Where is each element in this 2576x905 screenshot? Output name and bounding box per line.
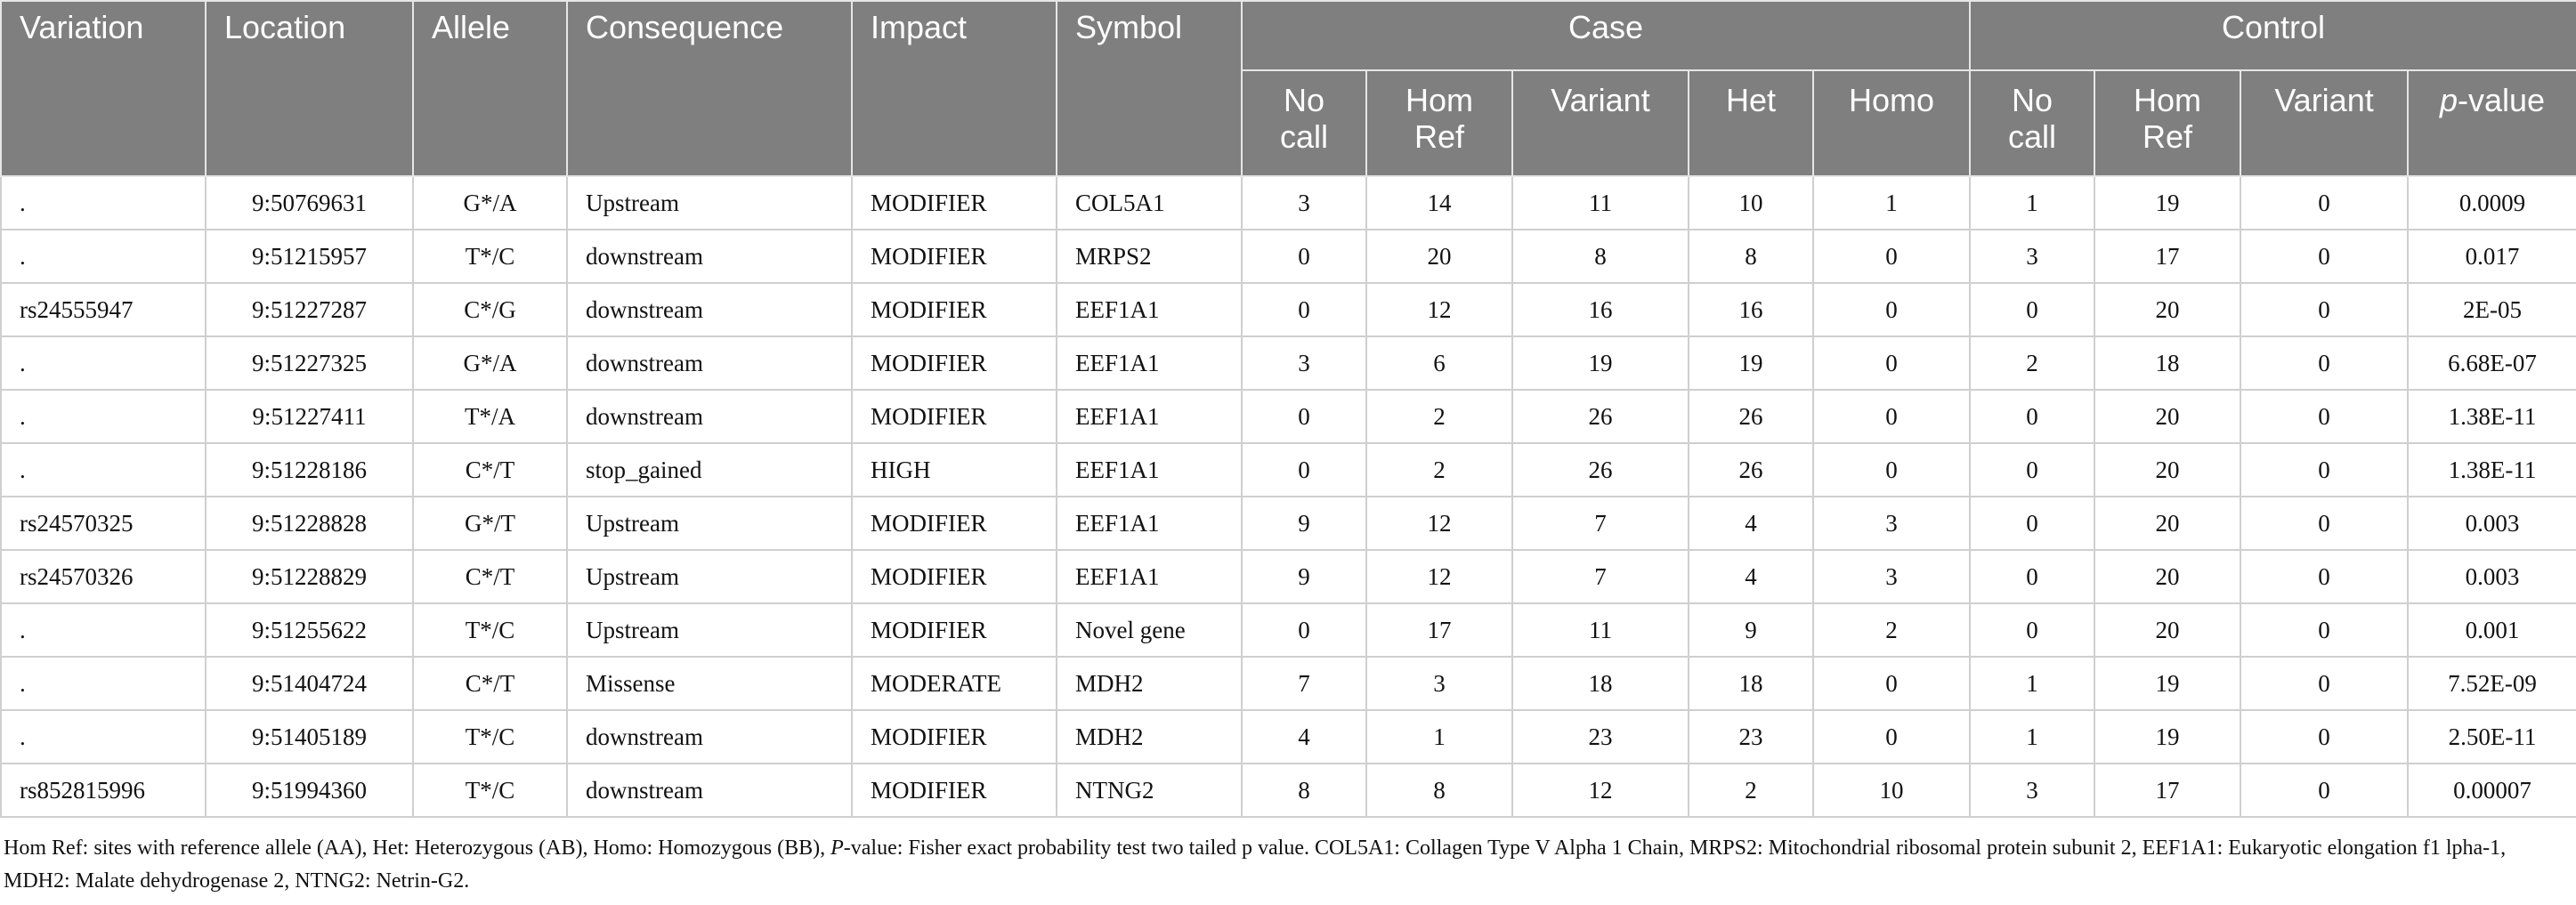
cell-case-hom-ref: 20 [1366,230,1512,283]
cell-case-hom-ref: 2 [1366,390,1512,443]
cell-case-homo: 0 [1813,657,1970,710]
cell-control-hom-ref: 20 [2094,390,2240,443]
table-row [1,603,2576,657]
cell-control-hom-ref: 19 [2094,176,2240,230]
col-header-p-value [2408,70,2576,176]
cell-case-het: 10 [1689,176,1813,230]
cell-impact: MODIFIER [852,283,1057,336]
cell-impact: MODIFIER [852,603,1057,657]
cell-control-hom-ref: 19 [2094,710,2240,764]
cell-control-no-call: 0 [1970,443,2094,497]
cell-case-no-call: 3 [1242,336,1366,390]
cell-impact: MODIFIER [852,336,1057,390]
cell-consequence: Upstream [567,603,852,657]
cell-case-het: 9 [1689,603,1813,657]
table-row [1,764,2576,817]
cell-allele: C*/T [413,443,567,497]
cell-consequence: downstream [567,764,852,817]
col-header-case-no-call: No call [1242,70,1366,176]
cell-symbol: EEF1A1 [1057,443,1242,497]
cell-variation: rs24570325 [1,497,206,550]
cell-case-homo: 3 [1813,550,1970,603]
cell-impact: MODIFIER [852,390,1057,443]
cell-control-no-call: 0 [1970,603,2094,657]
cell-case-no-call: 7 [1242,657,1366,710]
cell-control-variant: 0 [2240,336,2408,390]
cell-symbol: EEF1A1 [1057,390,1242,443]
p-value-italic-p: p [2439,82,2459,118]
cell-case-hom-ref: 6 [1366,336,1512,390]
footnote-part1: Hom Ref: sites with reference allele (AA), Het: Heterozygous (AB), Homo: Homozygous (BB), [4,836,831,860]
cell-control-no-call: 0 [1970,390,2094,443]
cell-case-hom-ref: 2 [1366,443,1512,497]
cell-impact: MODIFIER [852,497,1057,550]
cell-control-variant: 0 [2240,764,2408,817]
cell-variation: rs852815996 [1,764,206,817]
cell-location: 9:51227325 [206,336,413,390]
cell-symbol: EEF1A1 [1057,336,1242,390]
cell-case-homo: 0 [1813,710,1970,764]
cell-case-het: 4 [1689,550,1813,603]
cell-case-hom-ref: 17 [1366,603,1512,657]
cell-symbol: MDH2 [1057,710,1242,764]
cell-case-het: 4 [1689,497,1813,550]
cell-allele: G*/A [413,176,567,230]
cell-case-homo: 0 [1813,230,1970,283]
cell-location: 9:51228828 [206,497,413,550]
cell-case-variant: 12 [1512,764,1689,817]
cell-case-het: 26 [1689,390,1813,443]
cell-case-variant: 23 [1512,710,1689,764]
cell-case-no-call: 0 [1242,603,1366,657]
cell-variation: . [1,390,206,443]
table-header [1,1,2576,176]
cell-p-value: 0.017 [2408,230,2576,283]
cell-location: 9:51405189 [206,710,413,764]
cell-case-homo: 1 [1813,176,1970,230]
cell-control-variant: 0 [2240,550,2408,603]
table-row [1,657,2576,710]
col-header-case-variant: Variant [1512,70,1689,176]
cell-case-no-call: 9 [1242,497,1366,550]
cell-symbol: Novel gene [1057,603,1242,657]
cell-case-homo: 0 [1813,390,1970,443]
cell-p-value: 7.52E-09 [2408,657,2576,710]
cell-control-variant: 0 [2240,443,2408,497]
cell-impact: MODERATE [852,657,1057,710]
cell-case-variant: 7 [1512,550,1689,603]
table-row [1,497,2576,550]
cell-consequence: downstream [567,336,852,390]
col-header-control-variant: Variant [2240,70,2408,176]
cell-control-hom-ref: 17 [2094,764,2240,817]
cell-case-hom-ref: 12 [1366,283,1512,336]
cell-impact: MODIFIER [852,764,1057,817]
cell-control-hom-ref: 18 [2094,336,2240,390]
cell-consequence: downstream [567,230,852,283]
cell-p-value: 6.68E-07 [2408,336,2576,390]
cell-case-homo: 0 [1813,443,1970,497]
cell-allele: C*/G [413,283,567,336]
cell-case-hom-ref: 12 [1366,550,1512,603]
cell-allele: G*/T [413,497,567,550]
cell-case-hom-ref: 3 [1366,657,1512,710]
cell-control-variant: 0 [2240,230,2408,283]
cell-case-homo: 10 [1813,764,1970,817]
cell-consequence: stop_gained [567,443,852,497]
table-row [1,443,2576,497]
cell-p-value: 2.50E-11 [2408,710,2576,764]
col-header-control-no-call: No call [1970,70,2094,176]
cell-control-hom-ref: 20 [2094,283,2240,336]
cell-case-variant: 7 [1512,497,1689,550]
cell-control-no-call: 0 [1970,283,2094,336]
p-value-suffix: -value [2458,82,2546,118]
cell-variation: rs24555947 [1,283,206,336]
cell-control-no-call: 1 [1970,710,2094,764]
cell-control-hom-ref: 20 [2094,497,2240,550]
cell-impact: MODIFIER [852,230,1057,283]
cell-case-het: 8 [1689,230,1813,283]
cell-variation: . [1,230,206,283]
cell-impact: MODIFIER [852,550,1057,603]
cell-case-variant: 11 [1512,176,1689,230]
cell-allele: T*/C [413,764,567,817]
cell-case-het: 26 [1689,443,1813,497]
col-header-control-hom-ref: Hom Ref [2094,70,2240,176]
cell-variation: rs24570326 [1,550,206,603]
cell-impact: MODIFIER [852,710,1057,764]
cell-variation: . [1,176,206,230]
cell-case-het: 18 [1689,657,1813,710]
cell-case-no-call: 8 [1242,764,1366,817]
cell-p-value: 0.0009 [2408,176,2576,230]
cell-symbol: MRPS2 [1057,230,1242,283]
cell-case-variant: 19 [1512,336,1689,390]
cell-control-variant: 0 [2240,657,2408,710]
cell-variation: . [1,603,206,657]
cell-location: 9:51404724 [206,657,413,710]
col-header-case-homo: Homo [1813,70,1970,176]
cell-symbol: COL5A1 [1057,176,1242,230]
cell-location: 9:51228186 [206,443,413,497]
cell-case-variant: 11 [1512,603,1689,657]
col-header-variation: Variation [1,1,206,176]
cell-case-variant: 26 [1512,390,1689,443]
cell-case-variant: 26 [1512,443,1689,497]
cell-case-het: 19 [1689,336,1813,390]
cell-control-no-call: 2 [1970,336,2094,390]
cell-allele: G*/A [413,336,567,390]
cell-consequence: Upstream [567,176,852,230]
cell-p-value: 0.00007 [2408,764,2576,817]
col-header-impact: Impact [852,1,1057,176]
cell-consequence: downstream [567,710,852,764]
cell-allele: C*/T [413,550,567,603]
cell-p-value: 1.38E-11 [2408,443,2576,497]
cell-control-variant: 0 [2240,176,2408,230]
col-header-consequence: Consequence [567,1,852,176]
cell-case-hom-ref: 1 [1366,710,1512,764]
cell-location: 9:51255622 [206,603,413,657]
cell-p-value: 0.003 [2408,550,2576,603]
cell-location: 9:51994360 [206,764,413,817]
table-row [1,710,2576,764]
cell-impact: MODIFIER [852,176,1057,230]
cell-control-variant: 0 [2240,283,2408,336]
table-row [1,390,2576,443]
cell-control-variant: 0 [2240,603,2408,657]
cell-control-hom-ref: 19 [2094,657,2240,710]
cell-consequence: Upstream [567,497,852,550]
cell-case-variant: 16 [1512,283,1689,336]
table-row [1,230,2576,283]
cell-case-no-call: 9 [1242,550,1366,603]
cell-case-variant: 8 [1512,230,1689,283]
table-row [1,336,2576,390]
cell-symbol: EEF1A1 [1057,497,1242,550]
cell-consequence: downstream [567,283,852,336]
cell-case-homo: 3 [1813,497,1970,550]
cell-case-hom-ref: 8 [1366,764,1512,817]
cell-control-hom-ref: 20 [2094,603,2240,657]
cell-p-value: 1.38E-11 [2408,390,2576,443]
cell-symbol: MDH2 [1057,657,1242,710]
cell-case-het: 16 [1689,283,1813,336]
cell-case-no-call: 0 [1242,390,1366,443]
cell-control-no-call: 1 [1970,176,2094,230]
cell-symbol: EEF1A1 [1057,283,1242,336]
cell-variation: . [1,336,206,390]
cell-symbol: NTNG2 [1057,764,1242,817]
cell-allele: T*/A [413,390,567,443]
cell-consequence: Upstream [567,550,852,603]
cell-case-homo: 2 [1813,603,1970,657]
cell-p-value: 0.001 [2408,603,2576,657]
cell-location: 9:50769631 [206,176,413,230]
group-header-case: Case [1242,1,1970,70]
cell-p-value: 0.003 [2408,497,2576,550]
group-header-control: Control [1970,1,2576,70]
footnote-part2: -value: Fisher exact probability test two tailed p value. COL5A1: Collagen Type V Alpha 1 Chain, MRPS2: Mitochondrial ribosomal protein subunit 2, EEF1A1: Eukaryotic elongation f1 lpha-1, MDH2: Malate dehydrogenase 2, NTNG2: Netrin-G2. [4,836,2507,893]
cell-control-variant: 0 [2240,390,2408,443]
cell-control-no-call: 0 [1970,497,2094,550]
table-body [1,176,2576,817]
cell-control-no-call: 1 [1970,657,2094,710]
col-header-case-hom-ref: Hom Ref [1366,70,1512,176]
table-row [1,550,2576,603]
cell-case-no-call: 0 [1242,230,1366,283]
cell-impact: HIGH [852,443,1057,497]
col-header-symbol: Symbol [1057,1,1242,176]
cell-allele: T*/C [413,230,567,283]
cell-location: 9:51227411 [206,390,413,443]
cell-case-no-call: 0 [1242,283,1366,336]
cell-control-no-call: 0 [1970,550,2094,603]
cell-variation: . [1,657,206,710]
cell-case-variant: 18 [1512,657,1689,710]
cell-consequence: Missense [567,657,852,710]
table-row [1,176,2576,230]
cell-allele: T*/C [413,603,567,657]
cell-symbol: EEF1A1 [1057,550,1242,603]
cell-case-homo: 0 [1813,336,1970,390]
col-header-location: Location [206,1,413,176]
table-row [1,283,2576,336]
cell-location: 9:51215957 [206,230,413,283]
cell-allele: T*/C [413,710,567,764]
table-footnote [4,832,2567,898]
cell-control-hom-ref: 20 [2094,443,2240,497]
col-header-allele: Allele [413,1,567,176]
cell-variation: . [1,710,206,764]
cell-case-no-call: 0 [1242,443,1366,497]
cell-case-het: 23 [1689,710,1813,764]
cell-control-hom-ref: 20 [2094,550,2240,603]
cell-case-hom-ref: 12 [1366,497,1512,550]
footnote-p-italic: P [830,836,844,860]
cell-variation: . [1,443,206,497]
cell-p-value: 2E-05 [2408,283,2576,336]
cell-location: 9:51228829 [206,550,413,603]
cell-control-variant: 0 [2240,710,2408,764]
cell-case-hom-ref: 14 [1366,176,1512,230]
cell-control-no-call: 3 [1970,230,2094,283]
cell-case-no-call: 4 [1242,710,1366,764]
cell-control-hom-ref: 17 [2094,230,2240,283]
cell-consequence: downstream [567,390,852,443]
cell-case-homo: 0 [1813,283,1970,336]
cell-allele: C*/T [413,657,567,710]
cell-case-no-call: 3 [1242,176,1366,230]
cell-control-variant: 0 [2240,497,2408,550]
col-header-case-het: Het [1689,70,1813,176]
cell-case-het: 2 [1689,764,1813,817]
cell-control-no-call: 3 [1970,764,2094,817]
cell-location: 9:51227287 [206,283,413,336]
